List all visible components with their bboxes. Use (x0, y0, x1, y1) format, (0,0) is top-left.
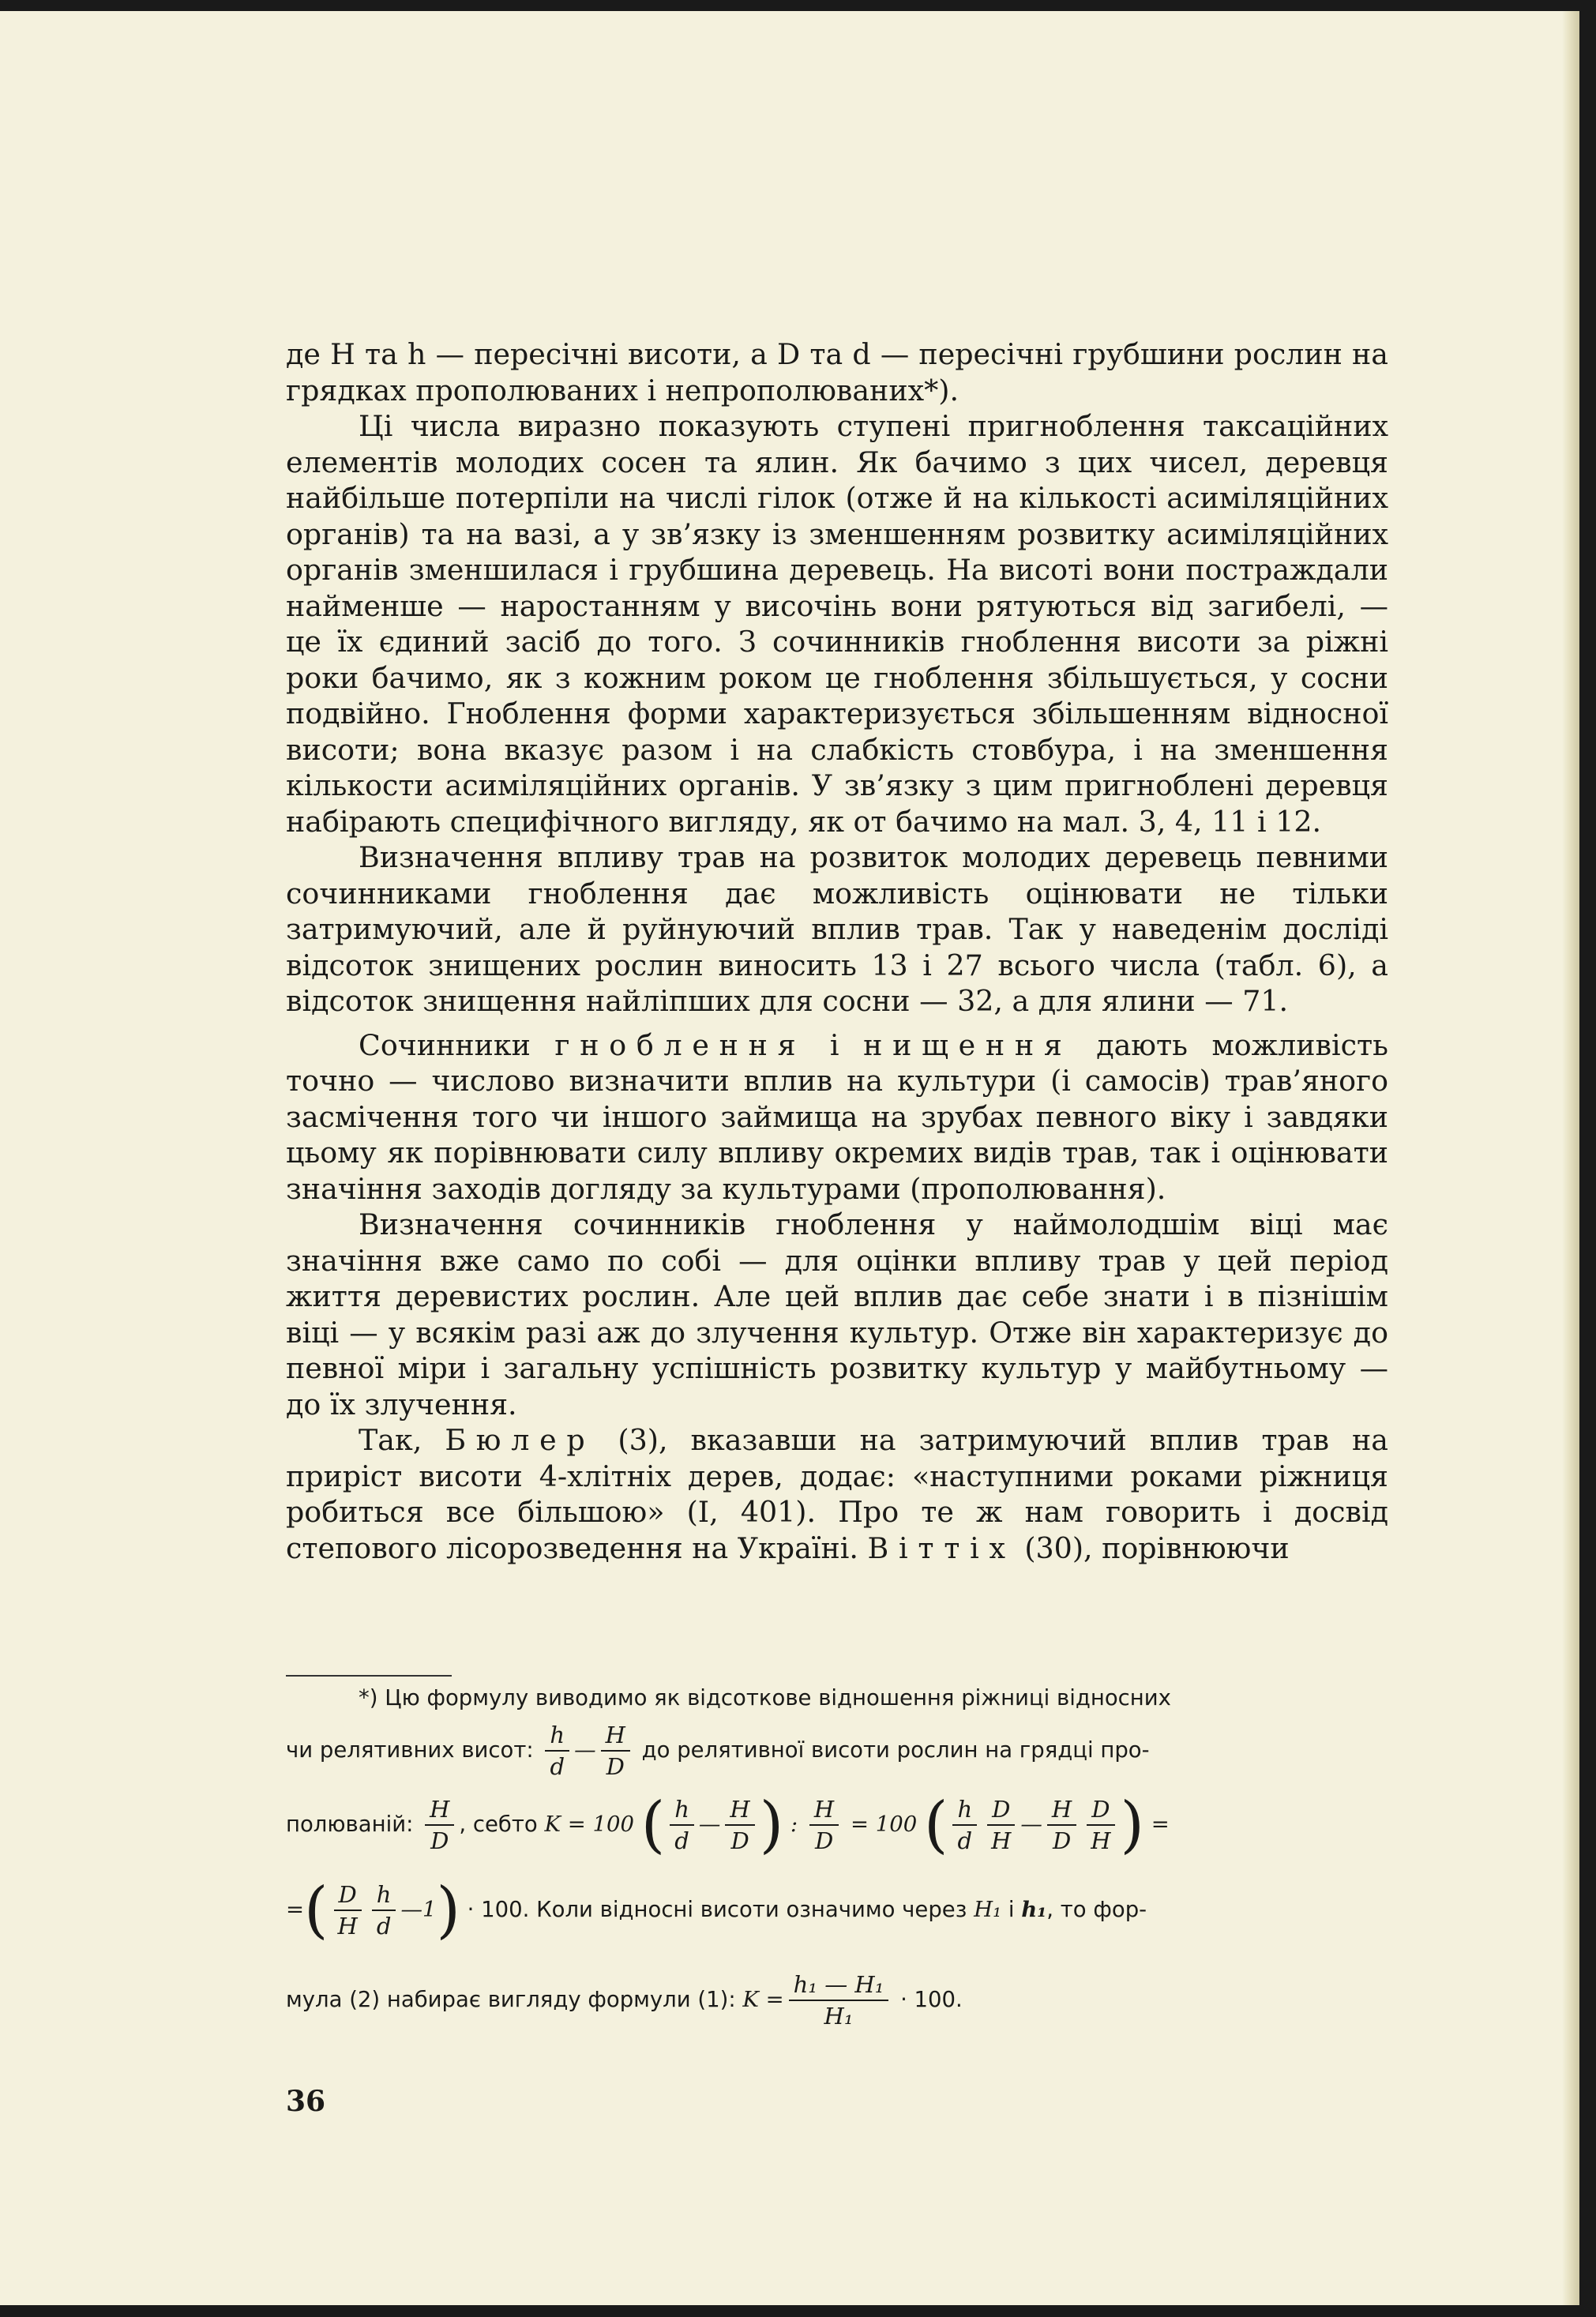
paragraph-1: де H та h — пересічні висоти, а D та d — пересічні грубшини рослин на грядках прополюваних і непрополюваних*). (286, 337, 1388, 407)
author-buler: Бюлер (445, 1423, 595, 1457)
book-gutter (1562, 11, 1579, 2305)
footnote-rule (286, 1675, 452, 1677)
footnote-line-4: =( $\frac{D}{H}$ $\frac{h}{d}$ —1) · 100. Коли відносні висоти означимо через H₁ і h₁, то фор- (286, 1875, 1147, 1946)
page-number: 36 (286, 2085, 326, 2118)
paragraph-2: Ці числа виразно показують ступені пригноблення таксаційних елементів молодих сосен та ялин. Як бачимо з цих чисел, деревця найбільше потерпіли на числі гілок (отже й на кількості асиміляційних органів) та на вазі, а у зв’язку із зменшенням розвитку асиміляційних органів зменшилася і грубшина деревець. На висоті вони постраждали найменше — наростанням у височінь вони рятуються від загибелі, — це їх єдиний засіб до того. З сочинників гноблення висоти за ріжні роки бачимо, як з кожним роком це гноблення збільшується, у сосни подвійно. Гноблення форми характеризується збільшенням відносної висоти; вона вказує разом і на слабкість стовбура, і на зменшення кількости асиміляційних органів. У зв’язку з цим пригноблені деревця набірають специфічного вигляду, як от бачимо на мал. 3, 4, 11 і 12. (286, 409, 1388, 839)
footnote-line-1: *) Цю формулу виводимо як відсоткове відношення ріжниці відносних (359, 1685, 1171, 1711)
spaced-term-nyshchennya: нищення (863, 1027, 1072, 1062)
paragraph-5: Визначення сочинників гноблення у наймолодшім віці має значіння вже само по собі — для оцінки впливу трав у цей період життя деревистих рослин. Але цей вплив дає себе знати і в пізнішім віці — у всякім разі аж до злучення культур. Отже він характеризує до певної міри і загальну успішність розвитку культур у майбутньому — до їх злучення. (286, 1207, 1388, 1421)
fraction-H-D: $\frac{H}{D}$ (601, 1720, 630, 1782)
author-vittih: Віттіх (867, 1530, 1016, 1565)
footnote-line-2: чи релятивних висот: $\frac{h}{d}$ — $\frac{H}{D}$ до релятивної висоти рослин на грядці про- (286, 1722, 1150, 1780)
paragraph-4: Сочинники гноблення і нищення дають можливість точно — числово визначити вплив на культури (і самосів) трав’яного засмічення того чи іншого займища на зрубах певного віку і завдяки цьому як порівнювати силу впливу окремих видів трав, так і оцінювати значіння заходів догляду за культурами (прополювання). (286, 1027, 1388, 1206)
fraction-H-D-2: $\frac{H}{D}$ (425, 1794, 454, 1856)
footnote-line-3: полюваній: $\frac{H}{D}$ , себто K = 100 ( $\frac{h}{d}$ — $\frac{H}{D}$ ) : $\frac{H}{D}$ = 100 ( $\frac{h}{d}$ $\frac{D}{H}$ — $\frac{H}{D}$ $\frac{D}{H}$ ) = (286, 1789, 1170, 1861)
fraction-h-d: $\frac{h}{d}$ (545, 1720, 569, 1782)
footnote-line-5: мула (2) набирає вигляду формули (1): K = $\frac{\text{h₁ — H₁}}{\text{H₁}}$ · 100. (286, 1971, 963, 2030)
page (0, 11, 1579, 2305)
fraction-h1-H1: $\frac{\text{h₁ — H₁}}{\text{H₁}}$ (789, 1970, 889, 2031)
paragraph-3: Визначення впливу трав на розвиток молодих деревець певними сочинниками гноблення дає можливість оцінювати не тільки затримуючий, але й руйнуючий вплив трав. Так у наведенім досліді відсоток знищених рослин виносить 13 і 27 всього числа (табл. 6), а відсоток знищення найліпших для сосни — 32, а для ялини — 71. (286, 840, 1388, 1018)
paragraph-6: Так, Бюлер (3), вказавши на затримуючий вплив трав на приріст висоти 4-хлітніх дерев, додає: «наступними роками ріжниця робиться все більшою» (І, 401). Про те ж нам говорить і досвід степового лісорозведення на Україні. Віттіх (30), порівнюючи (286, 1423, 1388, 1565)
spaced-term-gnoblennya: гноблення (554, 1027, 806, 1062)
body-text (286, 336, 1388, 1566)
